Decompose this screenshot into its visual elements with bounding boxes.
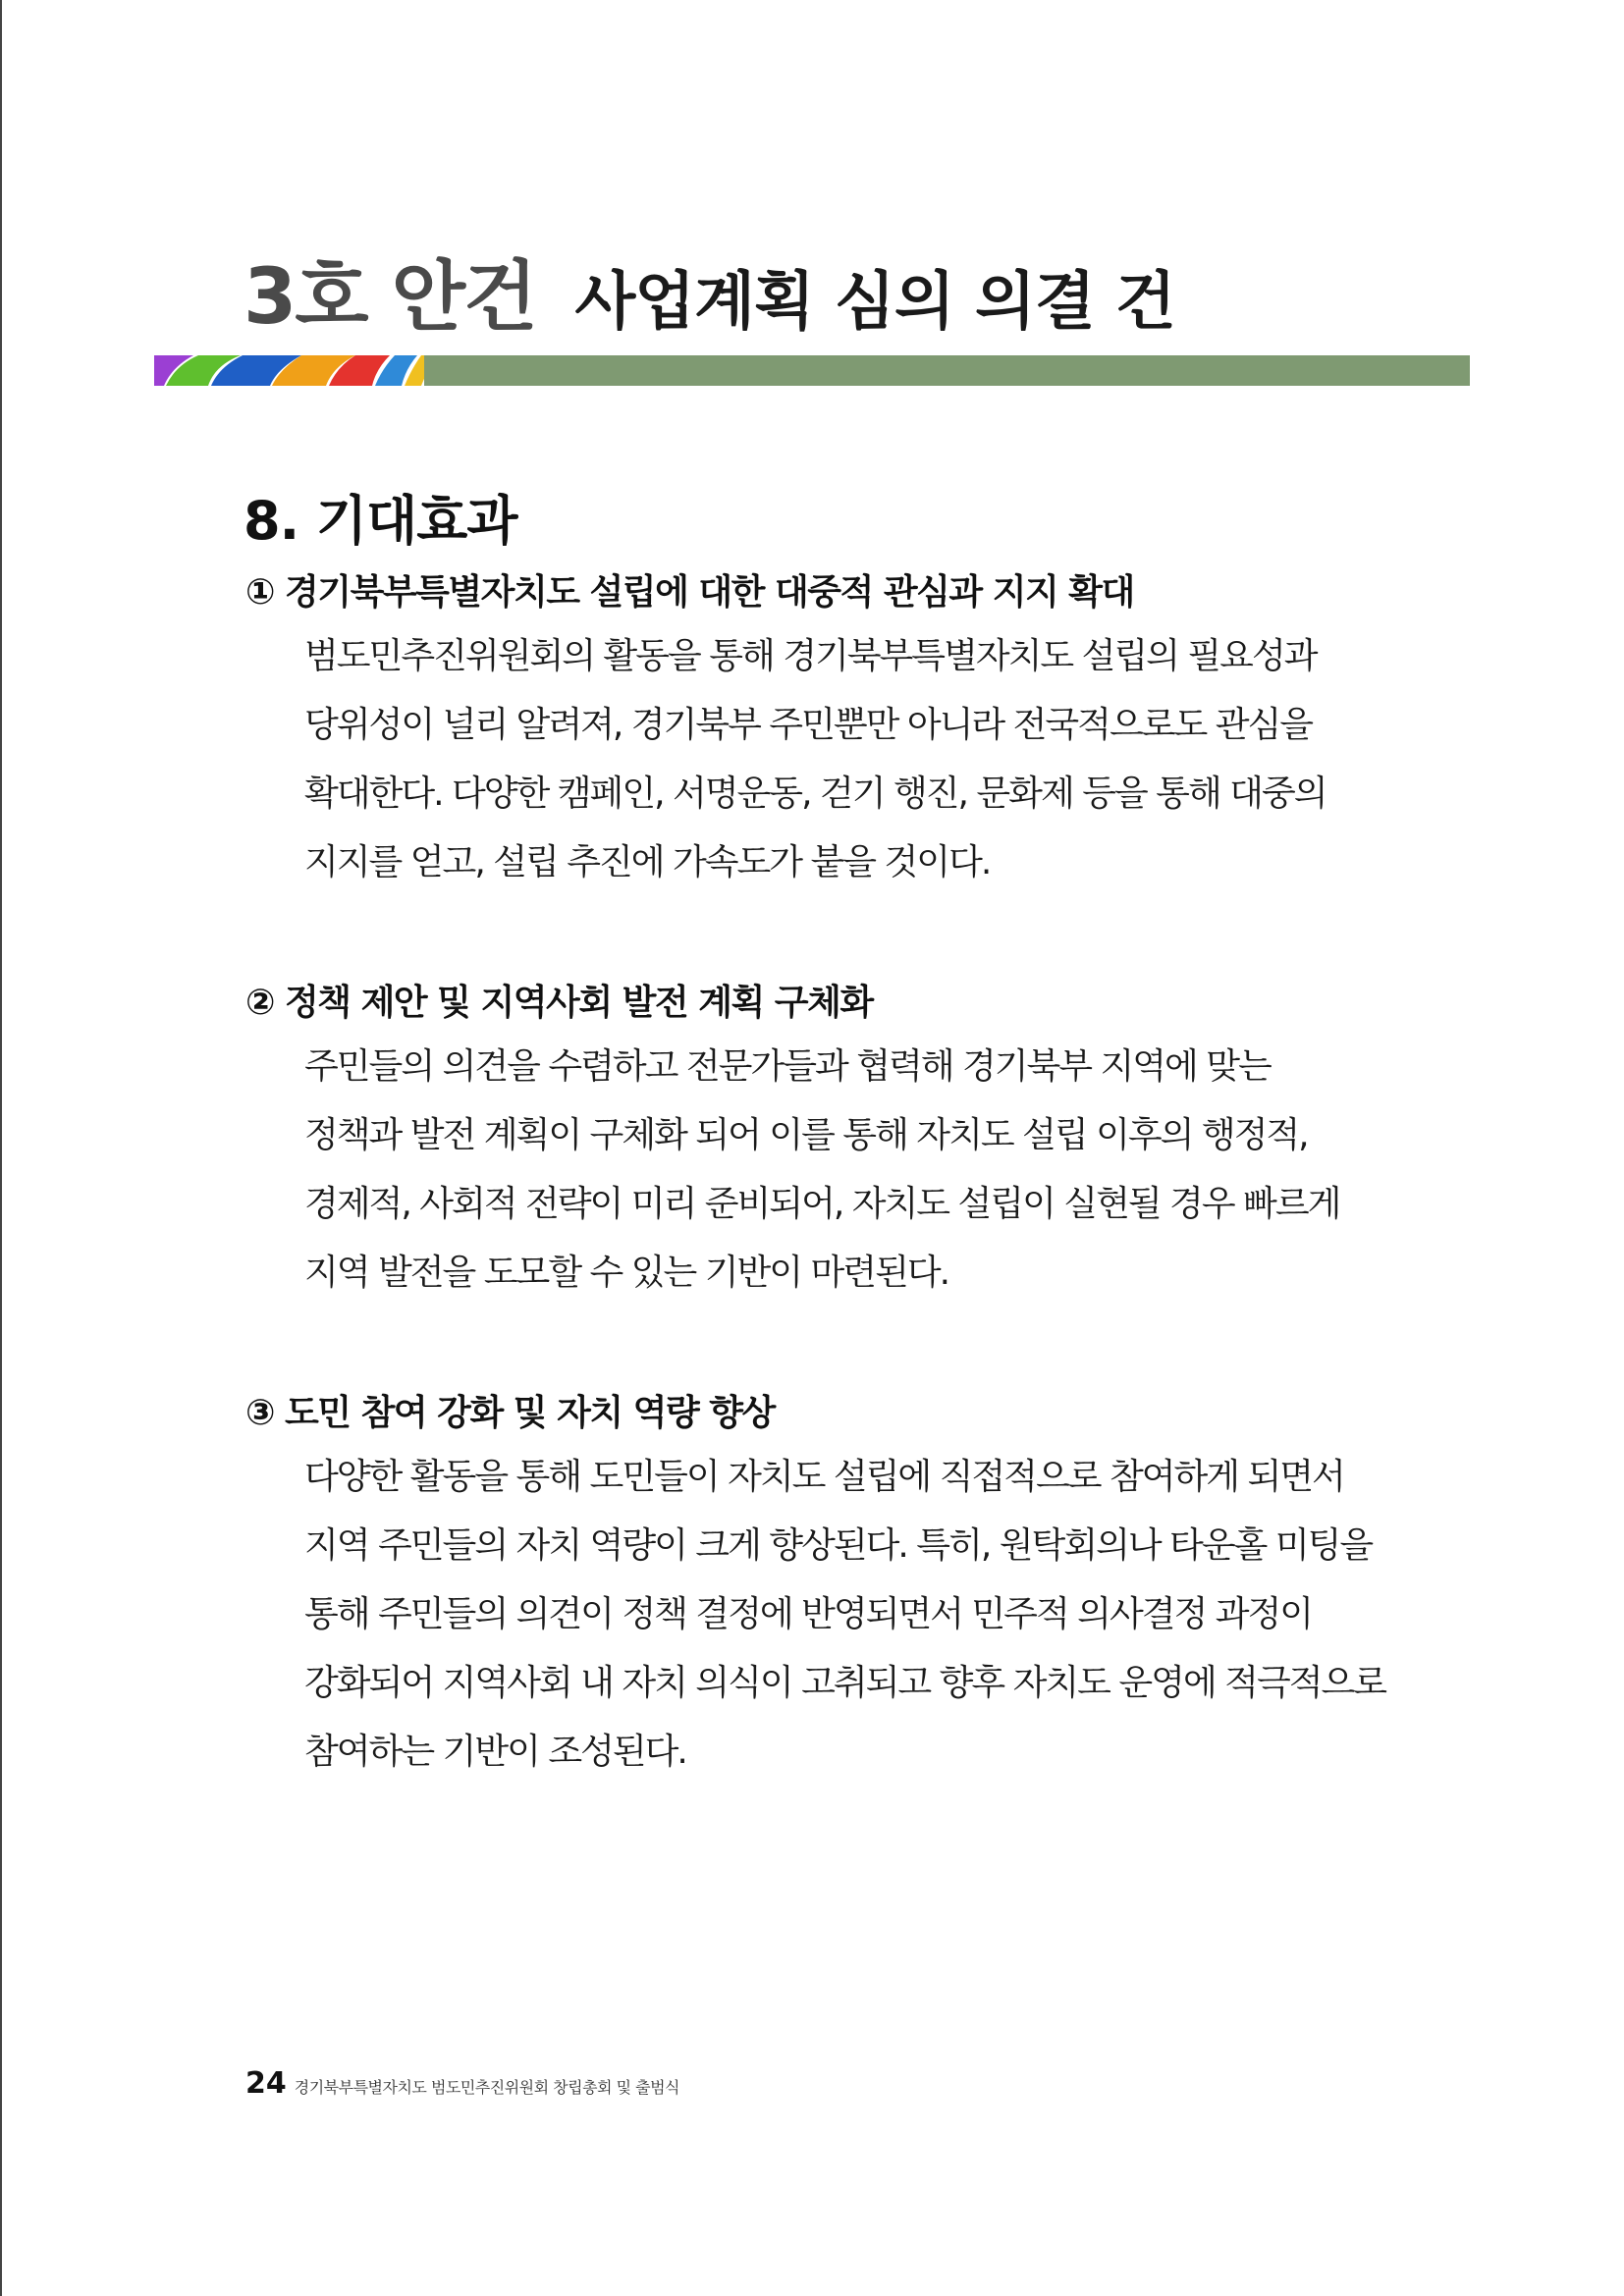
item-body-2 bbox=[304, 1033, 1384, 1308]
body-line: 강화되어 지역사회 내 자치 의식이 고취되고 향후 자치도 운영에 적극적으로 bbox=[304, 1663, 1386, 1703]
agenda-number: 3호 안건 bbox=[244, 253, 536, 342]
item-title-3: ③ 도민 참여 강화 및 자치 역량 향상 bbox=[245, 1393, 775, 1433]
page-edge-rule bbox=[0, 0, 2, 2296]
body-line: 지역 주민들의 자치 역량이 크게 향상된다. 특히, 원탁회의나 타운홀 미팅을 bbox=[304, 1525, 1373, 1566]
decorative-color-bar bbox=[154, 355, 1470, 386]
page-number: 24 bbox=[245, 2066, 287, 2101]
body-line: 확대한다. 다양한 캠페인, 서명운동, 걷기 행진, 문화제 등을 통해 대중의 bbox=[304, 774, 1326, 814]
item-title-1: ① 경기북부특별자치도 설립에 대한 대중적 관심과 지지 확대 bbox=[245, 572, 1134, 613]
agenda-title: 사업계획 심의 의결 건 bbox=[574, 266, 1175, 339]
item-body-1 bbox=[304, 622, 1384, 897]
footer-text: 경기북부특별자치도 범도민추진위원회 창립총회 및 출범식 bbox=[294, 2078, 679, 2097]
body-line: 당위성이 널리 알려져, 경기북부 주민뿐만 아니라 전국적으로도 관심을 bbox=[304, 705, 1313, 745]
body-line: 범도민추진위원회의 활동을 통해 경기북부특별자치도 설립의 필요성과 bbox=[304, 636, 1317, 676]
agenda-header bbox=[244, 236, 1175, 346]
body-line: 통해 주민들의 의견이 정책 결정에 반영되면서 민주적 의사결정 과정이 bbox=[304, 1594, 1313, 1634]
body-line: 지역 발전을 도모할 수 있는 기반이 마련된다. bbox=[304, 1253, 949, 1293]
body-line: 정책과 발전 계획이 구체화 되어 이를 통해 자치도 설립 이후의 행정적, bbox=[304, 1115, 1308, 1155]
section-heading: 8. 기대효과 bbox=[244, 490, 517, 552]
body-line: 경제적, 사회적 전략이 미리 준비되어, 자치도 설립이 실현될 경우 빠르게 bbox=[304, 1184, 1340, 1224]
body-line: 주민들의 의견을 수렴하고 전문가들과 협력해 경기북부 지역에 맞는 bbox=[304, 1046, 1271, 1087]
body-line: 참여하는 기반이 조성된다. bbox=[304, 1732, 686, 1772]
item-title-2: ② 정책 제안 및 지역사회 발전 계획 구체화 bbox=[245, 983, 873, 1023]
body-line: 다양한 활동을 통해 도민들이 자치도 설립에 직접적으로 참여하게 되면서 bbox=[304, 1457, 1344, 1497]
item-body-3 bbox=[304, 1443, 1384, 1787]
body-line: 지지를 얻고, 설립 추진에 가속도가 붙을 것이다. bbox=[304, 842, 991, 882]
page-footer bbox=[245, 2066, 679, 2101]
